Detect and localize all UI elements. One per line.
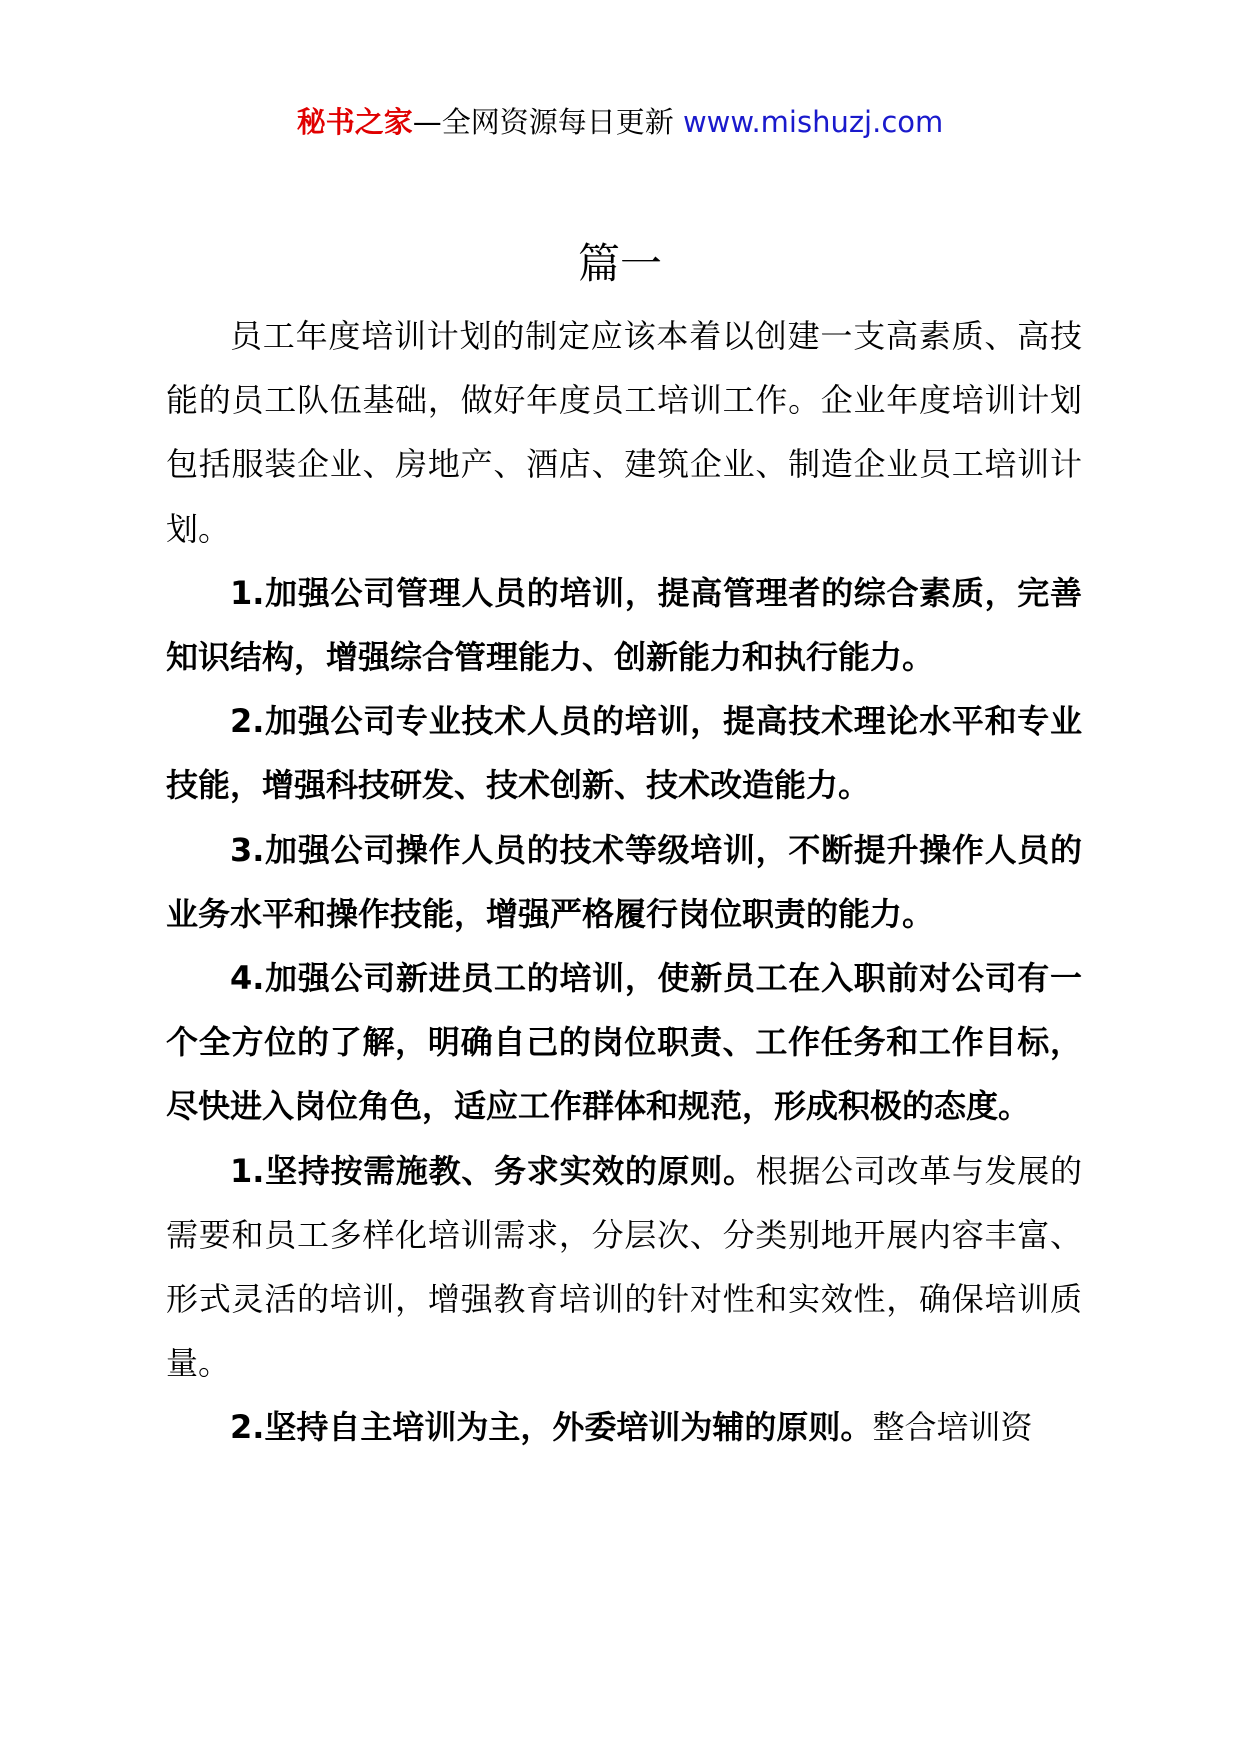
principle-lead-1: 1.坚持按需施教、务求实效的原则。	[230, 1151, 756, 1190]
goal-paragraph-4: 4.加强公司新进员工的培训，使新员工在入职前对公司有一个全方位的了解，明确自己的岗位职责、工作任务和工作目标，尽快进入岗位角色，适应工作群体和规范，形成积极的态度。	[166, 959, 1082, 1126]
principle-paragraph-1	[166, 1139, 1082, 1396]
document-body	[166, 304, 1082, 1460]
principle-paragraph-2	[166, 1395, 1082, 1459]
principle-text-2: 整合培训资	[872, 1408, 1033, 1447]
site-name: 秘书之家	[296, 105, 413, 139]
goal-paragraph-3: 3.加强公司操作人员的技术等级培训，不断提升操作人员的业务水平和操作技能，增强严格履行岗位职责的能力。	[166, 830, 1082, 933]
intro-paragraph: 员工年度培训计划的制定应该本着以创建一支高素质、高技能的员工队伍基础，做好年度员工培训工作。企业年度培训计划包括服装企业、房地产、酒店、建筑企业、制造企业员工培训计划。	[166, 317, 1082, 548]
site-tagline: —全网资源每日更新	[412, 105, 683, 139]
goal-paragraph-2: 2.加强公司专业技术人员的培训，提高技术理论水平和专业技能，增强科技研发、技术创新、技术改造能力。	[166, 702, 1082, 805]
principle-lead-2: 2.坚持自主培训为主，外委培训为辅的原则。	[230, 1408, 873, 1447]
site-url-link[interactable]: www.mishuzj.com	[682, 105, 944, 139]
goal-paragraph-1: 1.加强公司管理人员的培训，提高管理者的综合素质，完善知识结构，增强综合管理能力、创新能力和执行能力。	[166, 573, 1082, 677]
principle-text-1: 根据公司改革与发展的需要和员工多样化培训需求，分层次、分类别地开展内容丰富、形式灵活的培训，增强教育培训的针对性和实效性，确保培训质量。	[166, 1151, 1082, 1383]
document-title: 篇一	[577, 239, 662, 288]
page-header	[0, 100, 1240, 144]
